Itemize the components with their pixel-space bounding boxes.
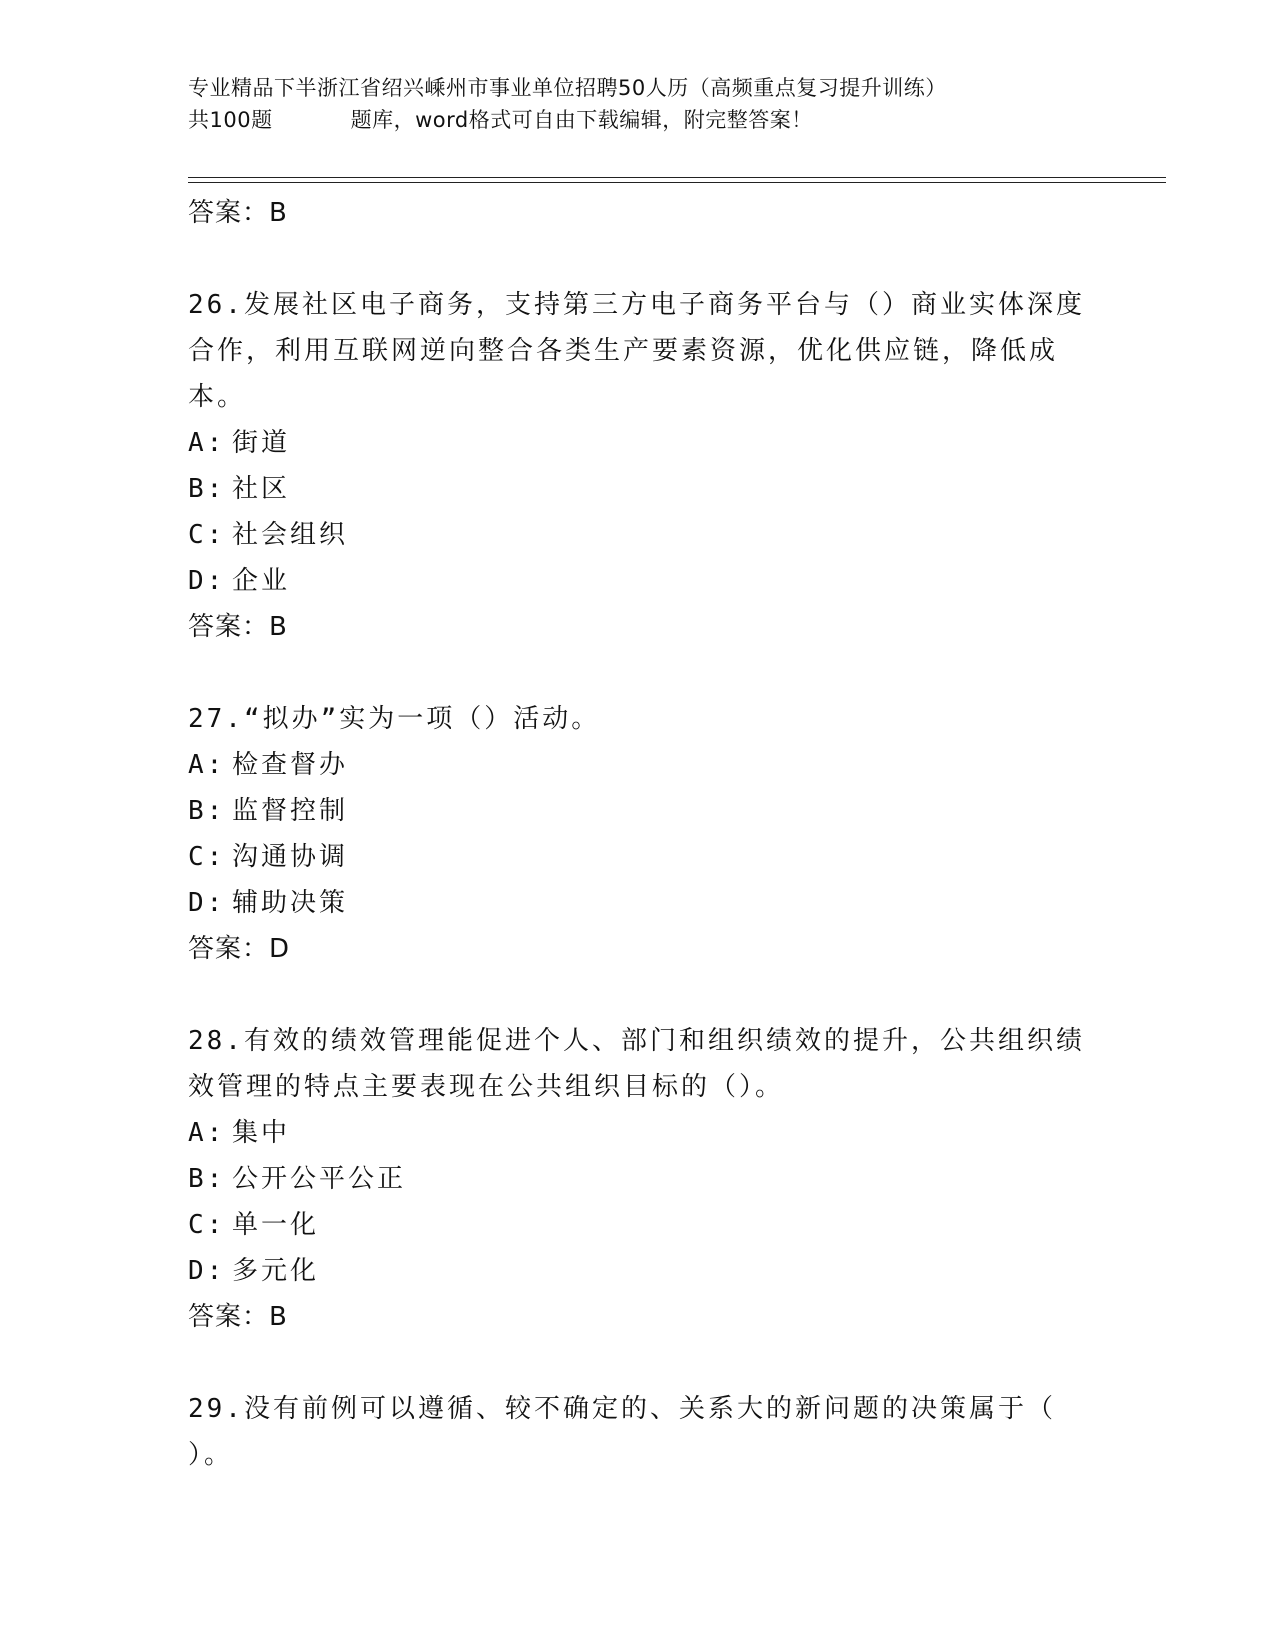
answer-label: 答案：B	[188, 198, 288, 228]
option-b: B: 社区	[188, 474, 291, 504]
option-c: C: 单一化	[188, 1210, 320, 1240]
question-text: 28.有效的绩效管理能促进个人、部门和组织绩效的提升，公共组织绩效管理的特点主要表现在公共组织目标的（）。	[188, 1026, 1085, 1102]
question-26	[188, 282, 1088, 650]
answer-label: 答案：B	[188, 612, 288, 642]
option-c: C: 沟通协调	[188, 842, 349, 872]
question-list	[188, 190, 1131, 1478]
answer-label: 答案：B	[188, 1302, 288, 1332]
option-d: D: 企业	[188, 566, 291, 596]
option-b: B: 公开公平公正	[188, 1164, 407, 1194]
question-28	[188, 1018, 1088, 1340]
option-c: C: 社会组织	[188, 520, 349, 550]
answer-label: 答案：D	[188, 934, 291, 964]
question-text: 29.没有前例可以遵循、较不确定的、关系大的新问题的决策属于（ ）。	[188, 1394, 1131, 1470]
header-divider-bottom	[188, 182, 1166, 183]
header-divider-top	[188, 177, 1166, 178]
header-subtitle-line	[188, 104, 1168, 136]
option-a: A: 检查督办	[188, 750, 349, 780]
option-a: A: 街道	[188, 428, 291, 458]
option-d: D: 辅助决策	[188, 888, 349, 918]
option-d: D: 多元化	[188, 1256, 320, 1286]
header-title-line: 专业精品下半浙江省绍兴嵊州市事业单位招聘50人历（高频重点复习提升训练）	[188, 76, 947, 100]
question-text: 27.“拟办”实为一项（）活动。	[188, 704, 601, 734]
header-description: 题库，word格式可自由下载编辑，附完整答案！	[350, 108, 813, 132]
option-b: B: 监督控制	[188, 796, 349, 826]
question-29	[188, 1386, 1131, 1478]
document-header	[188, 72, 1168, 136]
header-count: 共100题	[188, 108, 273, 132]
question-27	[188, 696, 1088, 972]
option-a: A: 集中	[188, 1118, 291, 1148]
question-text: 26.发展社区电子商务，支持第三方电子商务平台与（）商业实体深度合作，利用互联网逆向整合各类生产要素资源，优化供应链，降低成本。	[188, 290, 1085, 412]
